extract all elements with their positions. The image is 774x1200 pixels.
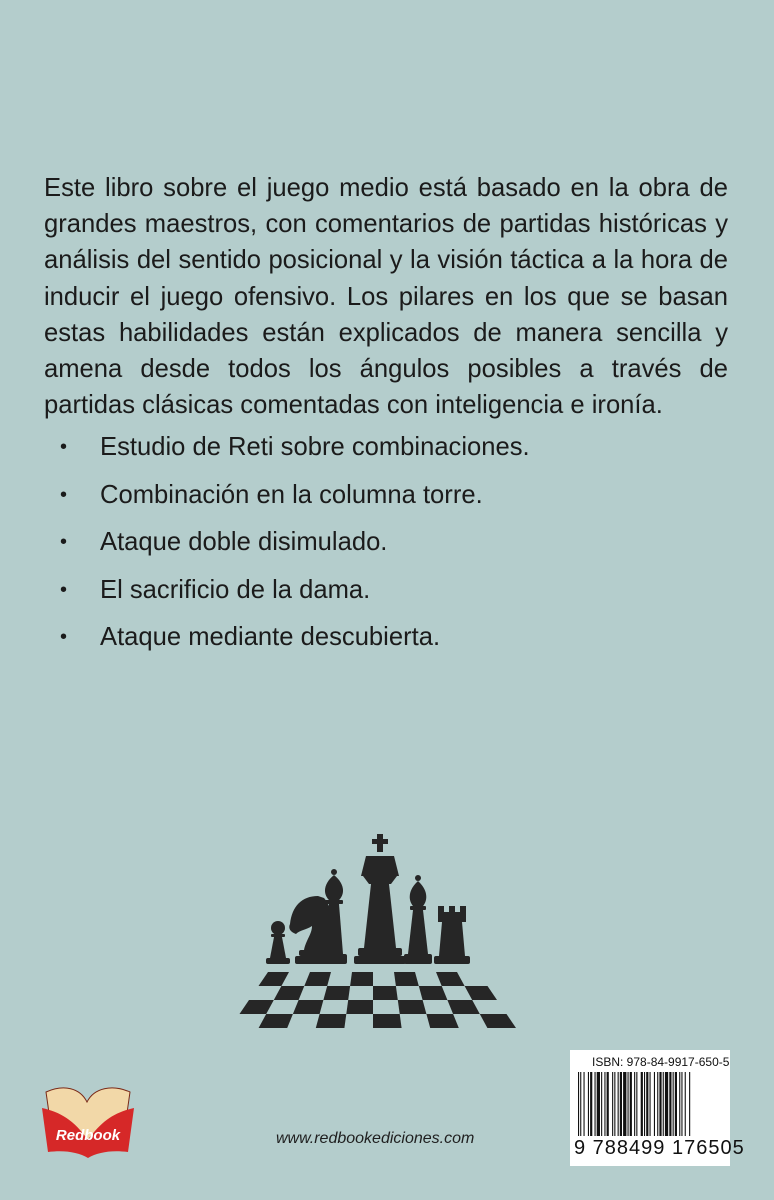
bullet-icon: •: [60, 531, 68, 553]
barcode-bar: [679, 1072, 680, 1136]
barcode-bar: [685, 1072, 686, 1136]
chess-pieces-on-board-icon: [226, 830, 526, 1030]
barcode-bar: [588, 1072, 589, 1136]
board-square: [426, 1014, 458, 1028]
list-item-text: Estudio de Reti sobre combinaciones.: [100, 433, 530, 461]
logo-text: Redbook: [55, 1127, 121, 1144]
barcode-bars-icon: [576, 1072, 726, 1138]
board-square: [398, 1000, 427, 1014]
redbook-logo: [40, 1082, 136, 1160]
barcode-bar: [604, 1072, 605, 1136]
board-square: [373, 1014, 402, 1028]
board-square: [394, 972, 419, 986]
rook-icon: [434, 906, 470, 964]
list-item: [60, 519, 720, 567]
board-square: [259, 1014, 293, 1028]
topics-list: [60, 424, 720, 662]
barcode-bar: [669, 1072, 671, 1136]
bullet-icon: •: [60, 578, 68, 601]
barcode-bar: [597, 1072, 600, 1136]
board-square: [274, 986, 305, 1000]
back-cover-blurb: Este libro sobre el juego medio está basado en la obra de grandes maestros, con comentarios de partidas históricas y análisis del sentido posicional y la visión táctica a la hora de inducir el juego ofensivo. Los pilares en los que se basan estas habilidades están explicados de manera sencilla y amena desde todos los ángulos posibles a través de partidas clásicas comentadas con inteligencia e ironía.: [44, 174, 728, 420]
list-item-text: Ataque doble disimulado.: [100, 528, 388, 556]
barcode-bar: [618, 1072, 619, 1136]
barcode-bar: [578, 1072, 579, 1136]
barcode-bar: [607, 1072, 609, 1136]
board-square: [323, 986, 350, 1000]
board-square: [293, 1000, 324, 1014]
barcode-bar: [620, 1072, 622, 1136]
board-square: [304, 972, 331, 986]
board-square: [436, 972, 465, 986]
barcode-bar: [628, 1072, 629, 1136]
board-square: [346, 1000, 373, 1014]
king-icon: [354, 834, 406, 964]
list-item-text: Ataque mediante descubierta.: [100, 623, 441, 651]
board-square: [419, 986, 448, 1000]
barcode-bar: [595, 1072, 596, 1136]
bullet-icon: •: [60, 483, 68, 506]
barcode-bar: [689, 1072, 690, 1136]
barcode-bar: [654, 1072, 655, 1136]
barcode-bar: [650, 1072, 651, 1136]
barcode-bar: [580, 1072, 581, 1136]
barcode-bar: [601, 1072, 602, 1136]
barcode-bar: [634, 1072, 635, 1136]
barcode-bar: [657, 1072, 658, 1136]
barcode-bar: [584, 1072, 585, 1136]
barcode-bar: [681, 1072, 682, 1136]
list-item: [60, 424, 720, 472]
list-item: [60, 567, 720, 615]
board-square: [240, 1000, 274, 1014]
barcode-bar: [614, 1072, 615, 1136]
isbn-label: ISBN: 978-84-9917-650-5: [592, 1055, 730, 1069]
list-item: [60, 614, 720, 662]
barcode-bar: [623, 1072, 626, 1136]
board-square: [447, 1000, 479, 1014]
barcode-bar: [673, 1072, 674, 1136]
isbn-digits: 9 788499 176505: [574, 1137, 745, 1159]
list-item: [60, 472, 720, 520]
barcode-bar: [659, 1072, 661, 1136]
board-square: [350, 972, 373, 986]
board-square: [259, 972, 290, 986]
board-square: [480, 1014, 516, 1028]
barcode-bar: [630, 1072, 632, 1136]
barcode-bar: [636, 1072, 637, 1136]
bullet-icon: •: [60, 626, 68, 648]
board-square: [373, 986, 398, 1000]
publisher-website[interactable]: www.redbookediciones.com: [276, 1130, 475, 1147]
barcode-bar: [646, 1072, 648, 1136]
bullet-icon: •: [60, 436, 68, 458]
list-item-text: El sacrificio de la dama.: [100, 575, 371, 604]
board-square: [316, 1014, 347, 1028]
barcode-bar: [675, 1072, 677, 1136]
barcode-bar: [590, 1072, 592, 1136]
barcode-bar: [663, 1072, 664, 1136]
barcode-bar: [612, 1072, 613, 1136]
pawn-icon: [266, 921, 290, 964]
barcode-bar: [641, 1072, 643, 1136]
barcode: [570, 1050, 745, 1166]
list-item-text: Combinación en la columna torre.: [100, 480, 483, 509]
barcode-bar: [644, 1072, 645, 1136]
board-square: [465, 986, 497, 1000]
barcode-bar: [665, 1072, 668, 1136]
bishop-icon: [404, 875, 432, 964]
